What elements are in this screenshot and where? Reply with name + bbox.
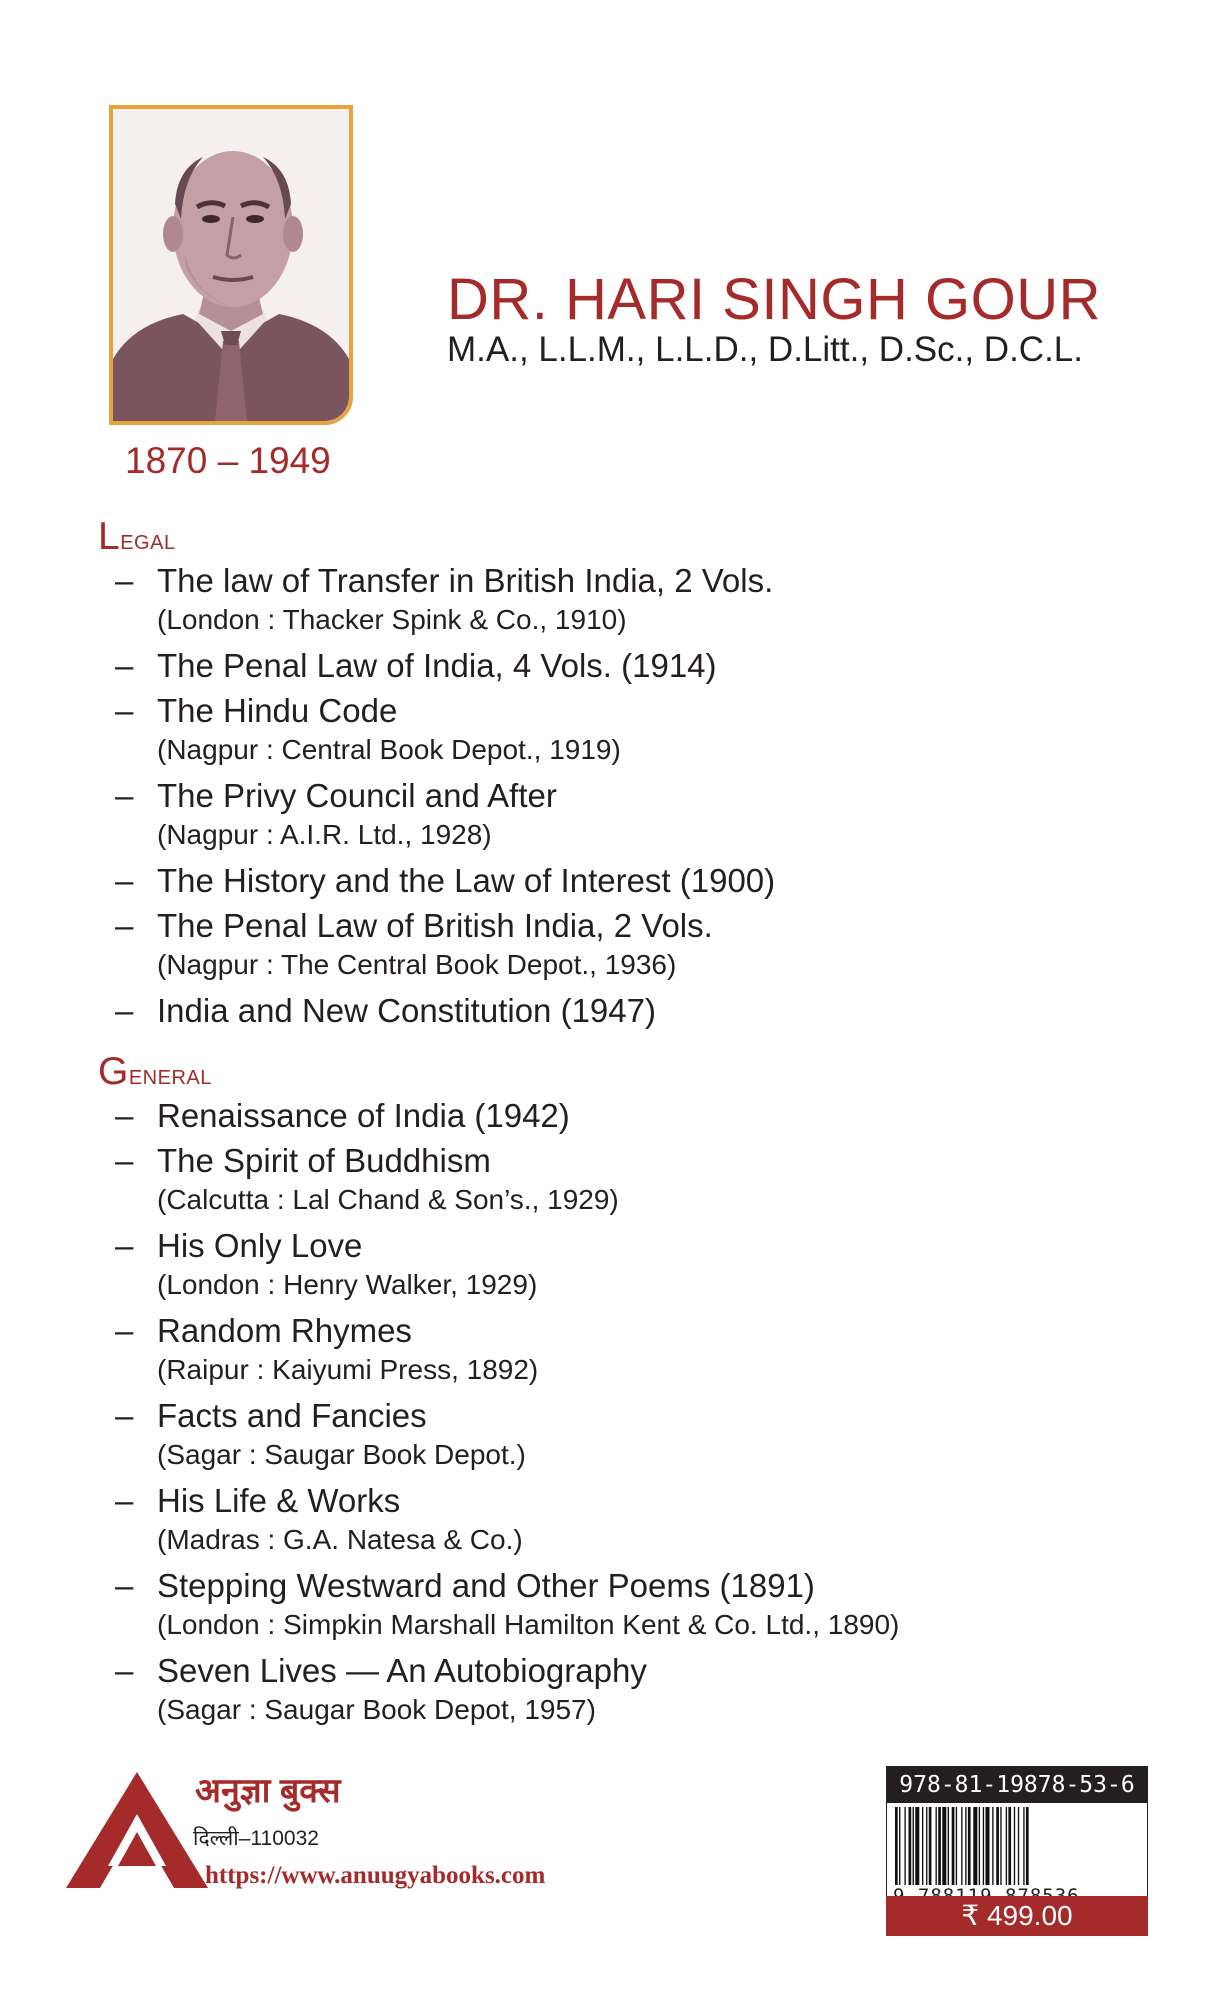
barcode-bar bbox=[913, 1807, 914, 1885]
barcode-bar bbox=[952, 1807, 955, 1885]
book-title: Renaissance of India (1942) bbox=[157, 1097, 570, 1134]
barcode-bar bbox=[973, 1807, 977, 1885]
section-heading-legal: Legal bbox=[98, 515, 176, 558]
barcode-bar bbox=[1014, 1807, 1015, 1885]
book-title: India and New Constitution (1947) bbox=[157, 992, 656, 1029]
author-name: DR. HARI SINGH GOUR bbox=[447, 267, 1101, 332]
barcode-bar bbox=[936, 1807, 937, 1885]
barcode-bar bbox=[1000, 1807, 1001, 1885]
book-publisher: (Nagpur : A.I.R. Ltd., 1928) bbox=[157, 819, 492, 850]
barcode-bars bbox=[893, 1807, 1141, 1885]
publisher-name: अनुज्ञा बुक्स bbox=[195, 1772, 341, 1810]
barcode-bar bbox=[915, 1807, 919, 1885]
barcode-bar bbox=[965, 1807, 966, 1885]
list-bullet: – bbox=[115, 992, 134, 1029]
book-title: The Spirit of Buddhism bbox=[157, 1142, 491, 1179]
portrait-illustration bbox=[113, 109, 349, 421]
barcode-bar bbox=[1023, 1807, 1024, 1885]
author-portrait bbox=[109, 105, 353, 425]
book-publisher: (Raipur : Kaiyumi Press, 1892) bbox=[157, 1354, 539, 1385]
isbn-text: 978-81-19878-53-6 bbox=[887, 1767, 1147, 1803]
barcode-bar bbox=[899, 1807, 900, 1885]
book-publisher: (Calcutta : Lal Chand & Son’s., 1929) bbox=[157, 1184, 619, 1215]
list-bullet: – bbox=[115, 1097, 134, 1134]
book-publisher: (London : Henry Walker, 1929) bbox=[157, 1269, 538, 1300]
barcode-bar bbox=[948, 1807, 949, 1885]
author-years: 1870 – 1949 bbox=[125, 440, 331, 481]
list-bullet: – bbox=[115, 1482, 134, 1519]
book-publisher: (Sagar : Saugar Book Depot.) bbox=[157, 1439, 526, 1470]
book-title: The Penal Law of British India, 2 Vols. bbox=[157, 907, 713, 944]
list-bullet: – bbox=[115, 777, 134, 814]
author-degrees: M.A., L.L.M., L.L.D., D.Litt., D.Sc., D.C.L. bbox=[447, 330, 1083, 369]
book-title: The Hindu Code bbox=[157, 692, 398, 729]
book-title: His Life & Works bbox=[157, 1482, 401, 1519]
barcode-bar bbox=[942, 1807, 946, 1885]
list-bullet: – bbox=[115, 1142, 134, 1179]
book-title: Facts and Fancies bbox=[157, 1397, 427, 1434]
barcode-bar bbox=[956, 1807, 957, 1885]
book-publisher: (Madras : G.A. Natesa & Co.) bbox=[157, 1524, 523, 1555]
section-heading-general: General bbox=[98, 1050, 212, 1093]
barcode-bar bbox=[992, 1807, 993, 1885]
book-title: The Privy Council and After bbox=[157, 777, 557, 814]
publisher-city: दिल्ली–110032 bbox=[193, 1827, 319, 1850]
book-title: Random Rhymes bbox=[157, 1312, 412, 1349]
barcode-bar bbox=[983, 1807, 984, 1885]
barcode-bar bbox=[961, 1807, 962, 1885]
barcode-bar bbox=[996, 1807, 999, 1885]
barcode-bar bbox=[929, 1807, 932, 1885]
list-bullet: – bbox=[115, 1567, 134, 1604]
barcode-bar bbox=[979, 1807, 980, 1885]
book-title: His Only Love bbox=[157, 1227, 363, 1264]
barcode-bar bbox=[895, 1807, 898, 1885]
book-title: The law of Transfer in British India, 2 Vols. bbox=[157, 562, 774, 599]
list-bullet: – bbox=[115, 647, 134, 684]
publisher-url[interactable]: https://www.anuugyabooks.com bbox=[205, 1862, 546, 1889]
barcode-bar bbox=[904, 1807, 905, 1885]
book-title: Stepping Westward and Other Poems (1891) bbox=[157, 1567, 815, 1604]
list-bullet: – bbox=[115, 1312, 134, 1349]
list-bullet: – bbox=[115, 1227, 134, 1264]
barcode-bar bbox=[926, 1807, 927, 1885]
book-publisher: (London : Thacker Spink & Co., 1910) bbox=[157, 604, 627, 635]
book-publisher: (London : Simpkin Marshall Hamilton Kent & Co. Ltd., 1890) bbox=[157, 1609, 900, 1640]
list-bullet: – bbox=[115, 692, 134, 729]
list-bullet: – bbox=[115, 562, 134, 599]
price-tag: ₹ 499.00 bbox=[886, 1896, 1148, 1936]
list-bullet: – bbox=[115, 1397, 134, 1434]
book-publisher: (Sagar : Saugar Book Depot, 1957) bbox=[157, 1694, 596, 1725]
book-title: The Penal Law of India, 4 Vols. (1914) bbox=[157, 647, 717, 684]
list-bullet: – bbox=[115, 907, 134, 944]
barcode-bar bbox=[938, 1807, 941, 1885]
barcode-bar bbox=[1008, 1807, 1011, 1885]
book-title: Seven Lives — An Autobiography bbox=[157, 1652, 647, 1689]
barcode-bar bbox=[922, 1807, 923, 1885]
barcode-bar bbox=[1006, 1807, 1007, 1885]
list-bullet: – bbox=[115, 862, 134, 899]
list-bullet: – bbox=[115, 1652, 134, 1689]
barcode-bar bbox=[909, 1807, 912, 1885]
book-title: The History and the Law of Interest (1900) bbox=[157, 862, 776, 899]
barcode-bar bbox=[985, 1807, 989, 1885]
barcode-bar bbox=[1026, 1807, 1029, 1885]
barcode-bar bbox=[1018, 1807, 1019, 1885]
barcode-bar bbox=[968, 1807, 971, 1885]
publisher-logo-icon bbox=[62, 1768, 212, 1892]
book-publisher: (Nagpur : Central Book Depot., 1919) bbox=[157, 734, 621, 765]
book-publisher: (Nagpur : The Central Book Depot., 1936) bbox=[157, 949, 677, 980]
